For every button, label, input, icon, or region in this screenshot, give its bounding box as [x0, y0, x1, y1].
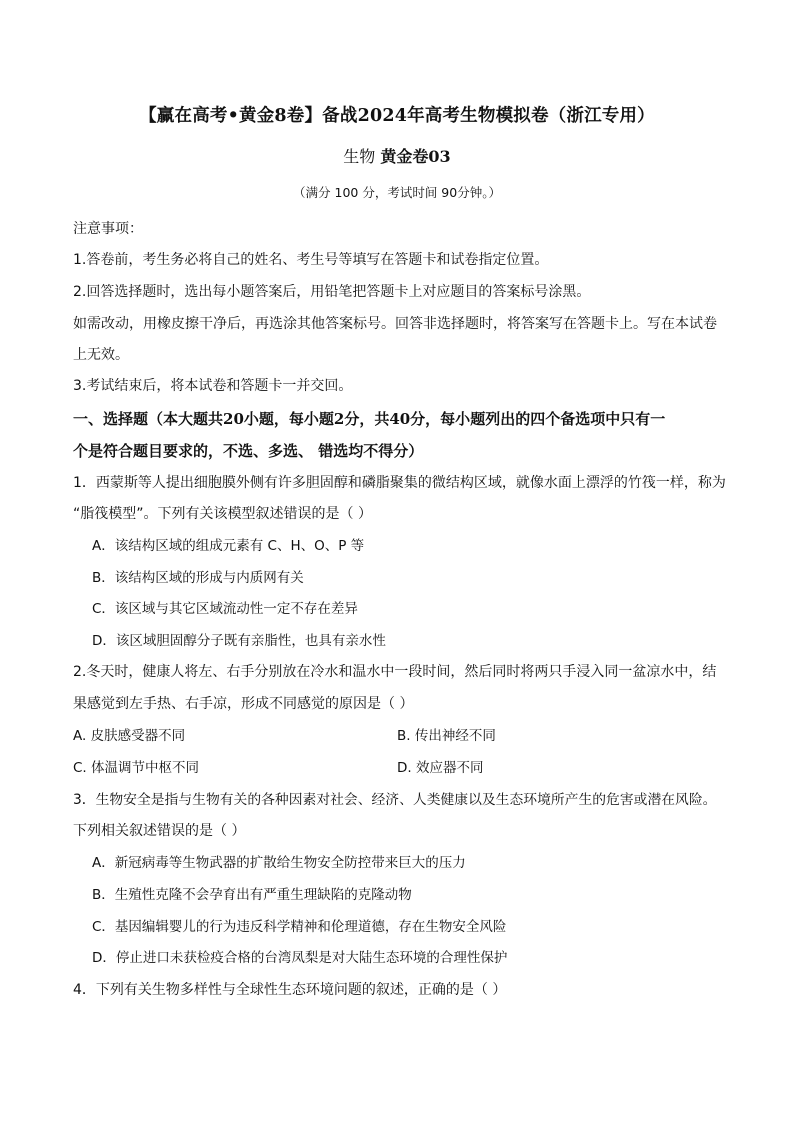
q3-option-d: D．停止进口未获检疫合格的台湾凤梨是对大陆生态环境的合理性保护: [92, 950, 508, 966]
q2-option-b: B. 传出神经不同: [397, 728, 496, 744]
q3-option-b: B．生殖性克隆不会孕育出有严重生理缺陷的克隆动物: [92, 887, 412, 903]
exam-meta: （满分 100 分，考试时间 90分钟。）: [293, 185, 501, 200]
note-2-end: 上无效。: [73, 347, 129, 363]
notes-heading: 注意事项：: [73, 221, 143, 237]
q1-option-a: A．该结构区域的组成元素有 C、H、O、P 等: [92, 538, 365, 554]
q1-stem-line1: 1．西蒙斯等人提出细胞膜外侧有许多胆固醇和磷脂聚集的微结构区域，就像水面上漂浮的竹筏一样，称为: [73, 475, 726, 491]
paper-label: 黄金卷03: [380, 147, 451, 166]
q3-option-c: C．基因编辑婴儿的行为违反科学精神和伦理道德，存在生物安全风险: [92, 919, 507, 935]
subject-label: 生物: [343, 147, 376, 166]
q1-option-c: C．该区域与其它区域流动性一定不存在差异: [92, 601, 358, 617]
note-3: 3.考试结束后，将本试卷和答题卡一并交回。: [73, 378, 353, 394]
note-2-continued: 如需改动，用橡皮擦干净后，再选涂其他答案标号。回答非选择题时，将答案写在答题卡上。写在本试卷: [73, 316, 717, 332]
exam-title: 【赢在高考•黄金8卷】备战2024年高考生物模拟卷（浙江专用）: [139, 106, 655, 126]
q2-stem-line1: 2.冬天时，健康人将左、右手分别放在冷水和温水中一段时间，然后同时将两只手浸入同一盆凉水中，结: [73, 664, 717, 680]
q3-stem-line1: 3．生物安全是指与生物有关的各种因素对社会、经济、人类健康以及生态环境所产生的危害或潜在风险。: [73, 792, 717, 808]
note-2: 2.回答选择题时，选出每小题答案后，用铅笔把答题卡上对应题目的答案标号涂黑。: [73, 284, 591, 300]
q1-option-b: B．该结构区域的形成与内质网有关: [92, 570, 304, 586]
q3-option-a: A．新冠病毒等生物武器的扩散给生物安全防控带来巨大的压力: [92, 855, 466, 871]
q2-option-a: A. 皮肤感受器不同: [73, 728, 186, 744]
q1-stem-line2: “脂筏模型”。下列有关该模型叙述错误的是（ ）: [73, 506, 372, 522]
q2-stem-line2: 果感觉到左手热、右手凉，形成不同感觉的原因是（ ）: [73, 696, 414, 712]
q1-option-d: D．该区域胆固醇分子既有亲脂性，也具有亲水性: [92, 633, 386, 649]
q3-stem-line2: 下列相关叙述错误的是（ ）: [73, 823, 246, 839]
note-1: 1.答卷前，考生务必将自己的姓名、考生号等填写在答题卡和试卷指定位置。: [73, 252, 549, 268]
q4-stem-line1: 4．下列有关生物多样性与全球性生态环境问题的叙述，正确的是（ ）: [73, 982, 507, 998]
exam-subtitle: [0, 146, 794, 168]
section-heading-line2: 个是符合题目要求的，不选、多选、 错选均不得分）: [73, 442, 424, 460]
section-heading-line1: 一、选择题（本大题共20小题，每小题2分，共40分，每小题列出的四个备选项中只有一: [73, 410, 666, 428]
q2-option-c: C. 体温调节中枢不同: [73, 760, 200, 776]
q2-option-d: D. 效应器不同: [397, 760, 484, 776]
